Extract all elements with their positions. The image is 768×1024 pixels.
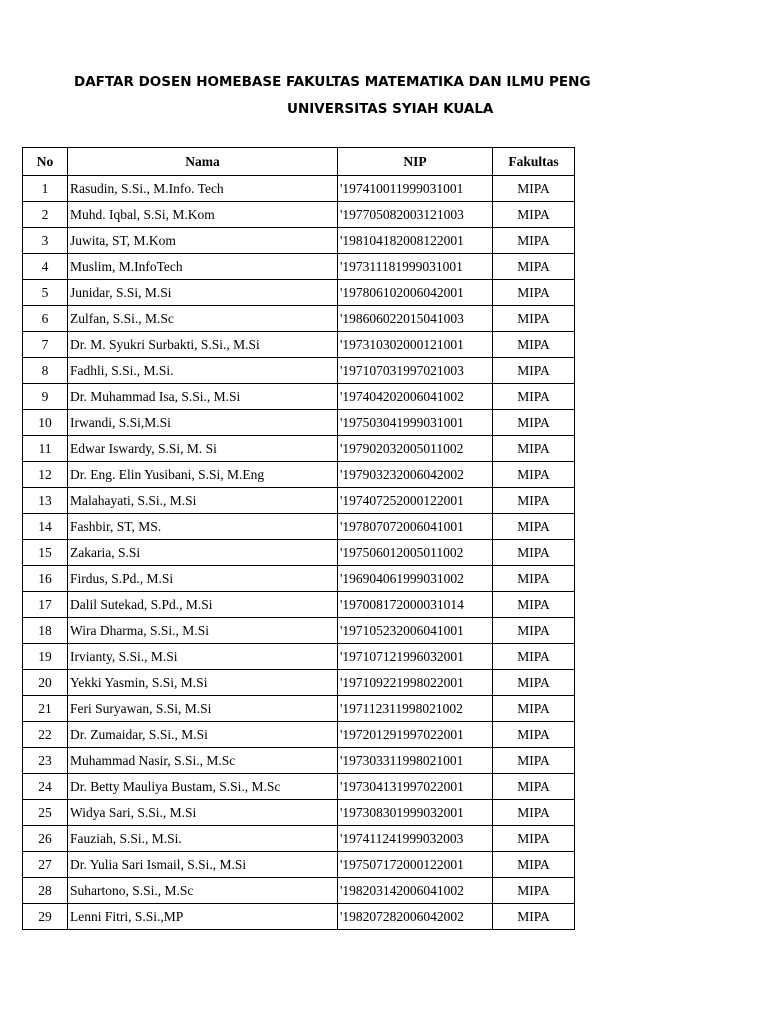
cell-nip: '197902032005011002 — [338, 436, 493, 462]
cell-nama: Irwandi, S.Si,M.Si — [68, 410, 338, 436]
cell-nama: Dr. Muhammad Isa, S.Si., M.Si — [68, 384, 338, 410]
cell-fakultas: MIPA — [493, 280, 575, 306]
cell-nama: Juwita, ST, M.Kom — [68, 228, 338, 254]
cell-no: 19 — [23, 644, 68, 670]
table-header-row — [23, 148, 575, 176]
column-header-nip: NIP — [338, 148, 493, 176]
cell-nama: Firdus, S.Pd., M.Si — [68, 566, 338, 592]
cell-fakultas: MIPA — [493, 540, 575, 566]
cell-no: 26 — [23, 826, 68, 852]
table-body — [23, 176, 575, 930]
table-row — [23, 462, 575, 488]
cell-nip: '198104182008122001 — [338, 228, 493, 254]
cell-nama: Wira Dharma, S.Si., M.Si — [68, 618, 338, 644]
cell-no: 17 — [23, 592, 68, 618]
cell-nip: '197008172000031014 — [338, 592, 493, 618]
cell-fakultas: MIPA — [493, 410, 575, 436]
cell-nama: Dr. Betty Mauliya Bustam, S.Si., M.Sc — [68, 774, 338, 800]
cell-no: 22 — [23, 722, 68, 748]
cell-no: 13 — [23, 488, 68, 514]
cell-nip: '197201291997022001 — [338, 722, 493, 748]
cell-nip: '196904061999031002 — [338, 566, 493, 592]
cell-nip: '198203142006041002 — [338, 878, 493, 904]
cell-no: 16 — [23, 566, 68, 592]
cell-no: 29 — [23, 904, 68, 930]
table-row — [23, 618, 575, 644]
cell-no: 23 — [23, 748, 68, 774]
cell-no: 9 — [23, 384, 68, 410]
cell-no: 2 — [23, 202, 68, 228]
cell-fakultas: MIPA — [493, 436, 575, 462]
table-row — [23, 410, 575, 436]
cell-nip: '197107121996032001 — [338, 644, 493, 670]
cell-fakultas: MIPA — [493, 176, 575, 202]
table-row — [23, 488, 575, 514]
cell-no: 10 — [23, 410, 68, 436]
cell-no: 1 — [23, 176, 68, 202]
table-row — [23, 800, 575, 826]
cell-no: 11 — [23, 436, 68, 462]
cell-nama: Yekki Yasmin, S.Si, M.Si — [68, 670, 338, 696]
cell-fakultas: MIPA — [493, 826, 575, 852]
cell-nip: '197308301999032001 — [338, 800, 493, 826]
cell-nama: Irvianty, S.Si., M.Si — [68, 644, 338, 670]
cell-nip: '197105232006041001 — [338, 618, 493, 644]
cell-nip: '197112311998021002 — [338, 696, 493, 722]
table-row — [23, 254, 575, 280]
cell-nip: '197109221998022001 — [338, 670, 493, 696]
cell-fakultas: MIPA — [493, 514, 575, 540]
cell-nip: '197503041999031001 — [338, 410, 493, 436]
table-row — [23, 878, 575, 904]
column-header-fakultas: Fakultas — [493, 148, 575, 176]
cell-nama: Junidar, S.Si, M.Si — [68, 280, 338, 306]
cell-no: 27 — [23, 852, 68, 878]
cell-nama: Muhammad Nasir, S.Si., M.Sc — [68, 748, 338, 774]
cell-nama: Widya Sari, S.Si., M.Si — [68, 800, 338, 826]
table-row — [23, 176, 575, 202]
cell-nama: Muslim, M.InfoTech — [68, 254, 338, 280]
cell-nama: Dr. Yulia Sari Ismail, S.Si., M.Si — [68, 852, 338, 878]
cell-fakultas: MIPA — [493, 722, 575, 748]
cell-nip: '197404202006041002 — [338, 384, 493, 410]
cell-fakultas: MIPA — [493, 462, 575, 488]
cell-no: 14 — [23, 514, 68, 540]
table-row — [23, 774, 575, 800]
cell-nip: '198606022015041003 — [338, 306, 493, 332]
cell-nama: Edwar Iswardy, S.Si, M. Si — [68, 436, 338, 462]
cell-no: 20 — [23, 670, 68, 696]
cell-no: 24 — [23, 774, 68, 800]
cell-fakultas: MIPA — [493, 306, 575, 332]
cell-fakultas: MIPA — [493, 878, 575, 904]
column-header-nama: Nama — [68, 148, 338, 176]
table-row — [23, 202, 575, 228]
cell-nip: '197411241999032003 — [338, 826, 493, 852]
cell-nama: Muhd. Iqbal, S.Si, M.Kom — [68, 202, 338, 228]
cell-fakultas: MIPA — [493, 644, 575, 670]
cell-nip: '198207282006042002 — [338, 904, 493, 930]
cell-nip: '197311181999031001 — [338, 254, 493, 280]
cell-fakultas: MIPA — [493, 488, 575, 514]
cell-nama: Dr. Zumaidar, S.Si., M.Si — [68, 722, 338, 748]
cell-nip: '197807072006041001 — [338, 514, 493, 540]
cell-fakultas: MIPA — [493, 670, 575, 696]
cell-nama: Fadhli, S.Si., M.Si. — [68, 358, 338, 384]
table-row — [23, 722, 575, 748]
cell-no: 4 — [23, 254, 68, 280]
cell-no: 12 — [23, 462, 68, 488]
table-row — [23, 748, 575, 774]
table-row — [23, 358, 575, 384]
table-row — [23, 540, 575, 566]
cell-no: 7 — [23, 332, 68, 358]
table-row — [23, 852, 575, 878]
cell-no: 8 — [23, 358, 68, 384]
lecturer-table — [22, 147, 575, 930]
table-row — [23, 280, 575, 306]
cell-fakultas: MIPA — [493, 800, 575, 826]
cell-fakultas: MIPA — [493, 254, 575, 280]
cell-nama: Malahayati, S.Si., M.Si — [68, 488, 338, 514]
cell-nama: Dalil Sutekad, S.Pd., M.Si — [68, 592, 338, 618]
table-row — [23, 332, 575, 358]
cell-fakultas: MIPA — [493, 202, 575, 228]
cell-nip: '197310302000121001 — [338, 332, 493, 358]
cell-fakultas: MIPA — [493, 358, 575, 384]
table-row — [23, 228, 575, 254]
cell-nama: Zulfan, S.Si., M.Sc — [68, 306, 338, 332]
cell-fakultas: MIPA — [493, 904, 575, 930]
cell-fakultas: MIPA — [493, 852, 575, 878]
cell-no: 15 — [23, 540, 68, 566]
cell-nama: Dr. M. Syukri Surbakti, S.Si., M.Si — [68, 332, 338, 358]
cell-fakultas: MIPA — [493, 748, 575, 774]
cell-no: 3 — [23, 228, 68, 254]
cell-nama: Fashbir, ST, MS. — [68, 514, 338, 540]
cell-fakultas: MIPA — [493, 384, 575, 410]
cell-nama: Fauziah, S.Si., M.Si. — [68, 826, 338, 852]
cell-no: 28 — [23, 878, 68, 904]
cell-no: 25 — [23, 800, 68, 826]
cell-nip: '197903232006042002 — [338, 462, 493, 488]
cell-fakultas: MIPA — [493, 618, 575, 644]
table-row — [23, 566, 575, 592]
column-header-no: No — [23, 148, 68, 176]
cell-nip: '197107031997021003 — [338, 358, 493, 384]
cell-no: 18 — [23, 618, 68, 644]
document-subtitle: UNIVERSITAS SYIAH KUALA — [287, 101, 494, 117]
table-row — [23, 384, 575, 410]
cell-nip: '197506012005011002 — [338, 540, 493, 566]
cell-nama: Suhartono, S.Si., M.Sc — [68, 878, 338, 904]
table-row — [23, 904, 575, 930]
cell-fakultas: MIPA — [493, 566, 575, 592]
table-row — [23, 644, 575, 670]
cell-nama: Rasudin, S.Si., M.Info. Tech — [68, 176, 338, 202]
cell-fakultas: MIPA — [493, 774, 575, 800]
cell-fakultas: MIPA — [493, 696, 575, 722]
table-row — [23, 826, 575, 852]
cell-nip: '197304131997022001 — [338, 774, 493, 800]
cell-nip: '197705082003121003 — [338, 202, 493, 228]
cell-fakultas: MIPA — [493, 332, 575, 358]
cell-no: 6 — [23, 306, 68, 332]
table-row — [23, 696, 575, 722]
cell-no: 5 — [23, 280, 68, 306]
document-title: DAFTAR DOSEN HOMEBASE FAKULTAS MATEMATIKA DAN ILMU PENG — [74, 74, 591, 90]
table-row — [23, 306, 575, 332]
cell-nama: Dr. Eng. Elin Yusibani, S.Si, M.Eng — [68, 462, 338, 488]
table-row — [23, 670, 575, 696]
table-row — [23, 514, 575, 540]
cell-nip: '197410011999031001 — [338, 176, 493, 202]
cell-nip: '197407252000122001 — [338, 488, 493, 514]
cell-nama: Feri Suryawan, S.Si, M.Si — [68, 696, 338, 722]
cell-nip: '197806102006042001 — [338, 280, 493, 306]
cell-nip: '197507172000122001 — [338, 852, 493, 878]
cell-nip: '197303311998021001 — [338, 748, 493, 774]
cell-nama: Zakaria, S.Si — [68, 540, 338, 566]
table-row — [23, 436, 575, 462]
cell-fakultas: MIPA — [493, 592, 575, 618]
cell-nama: Lenni Fitri, S.Si.,MP — [68, 904, 338, 930]
cell-fakultas: MIPA — [493, 228, 575, 254]
table-row — [23, 592, 575, 618]
cell-no: 21 — [23, 696, 68, 722]
